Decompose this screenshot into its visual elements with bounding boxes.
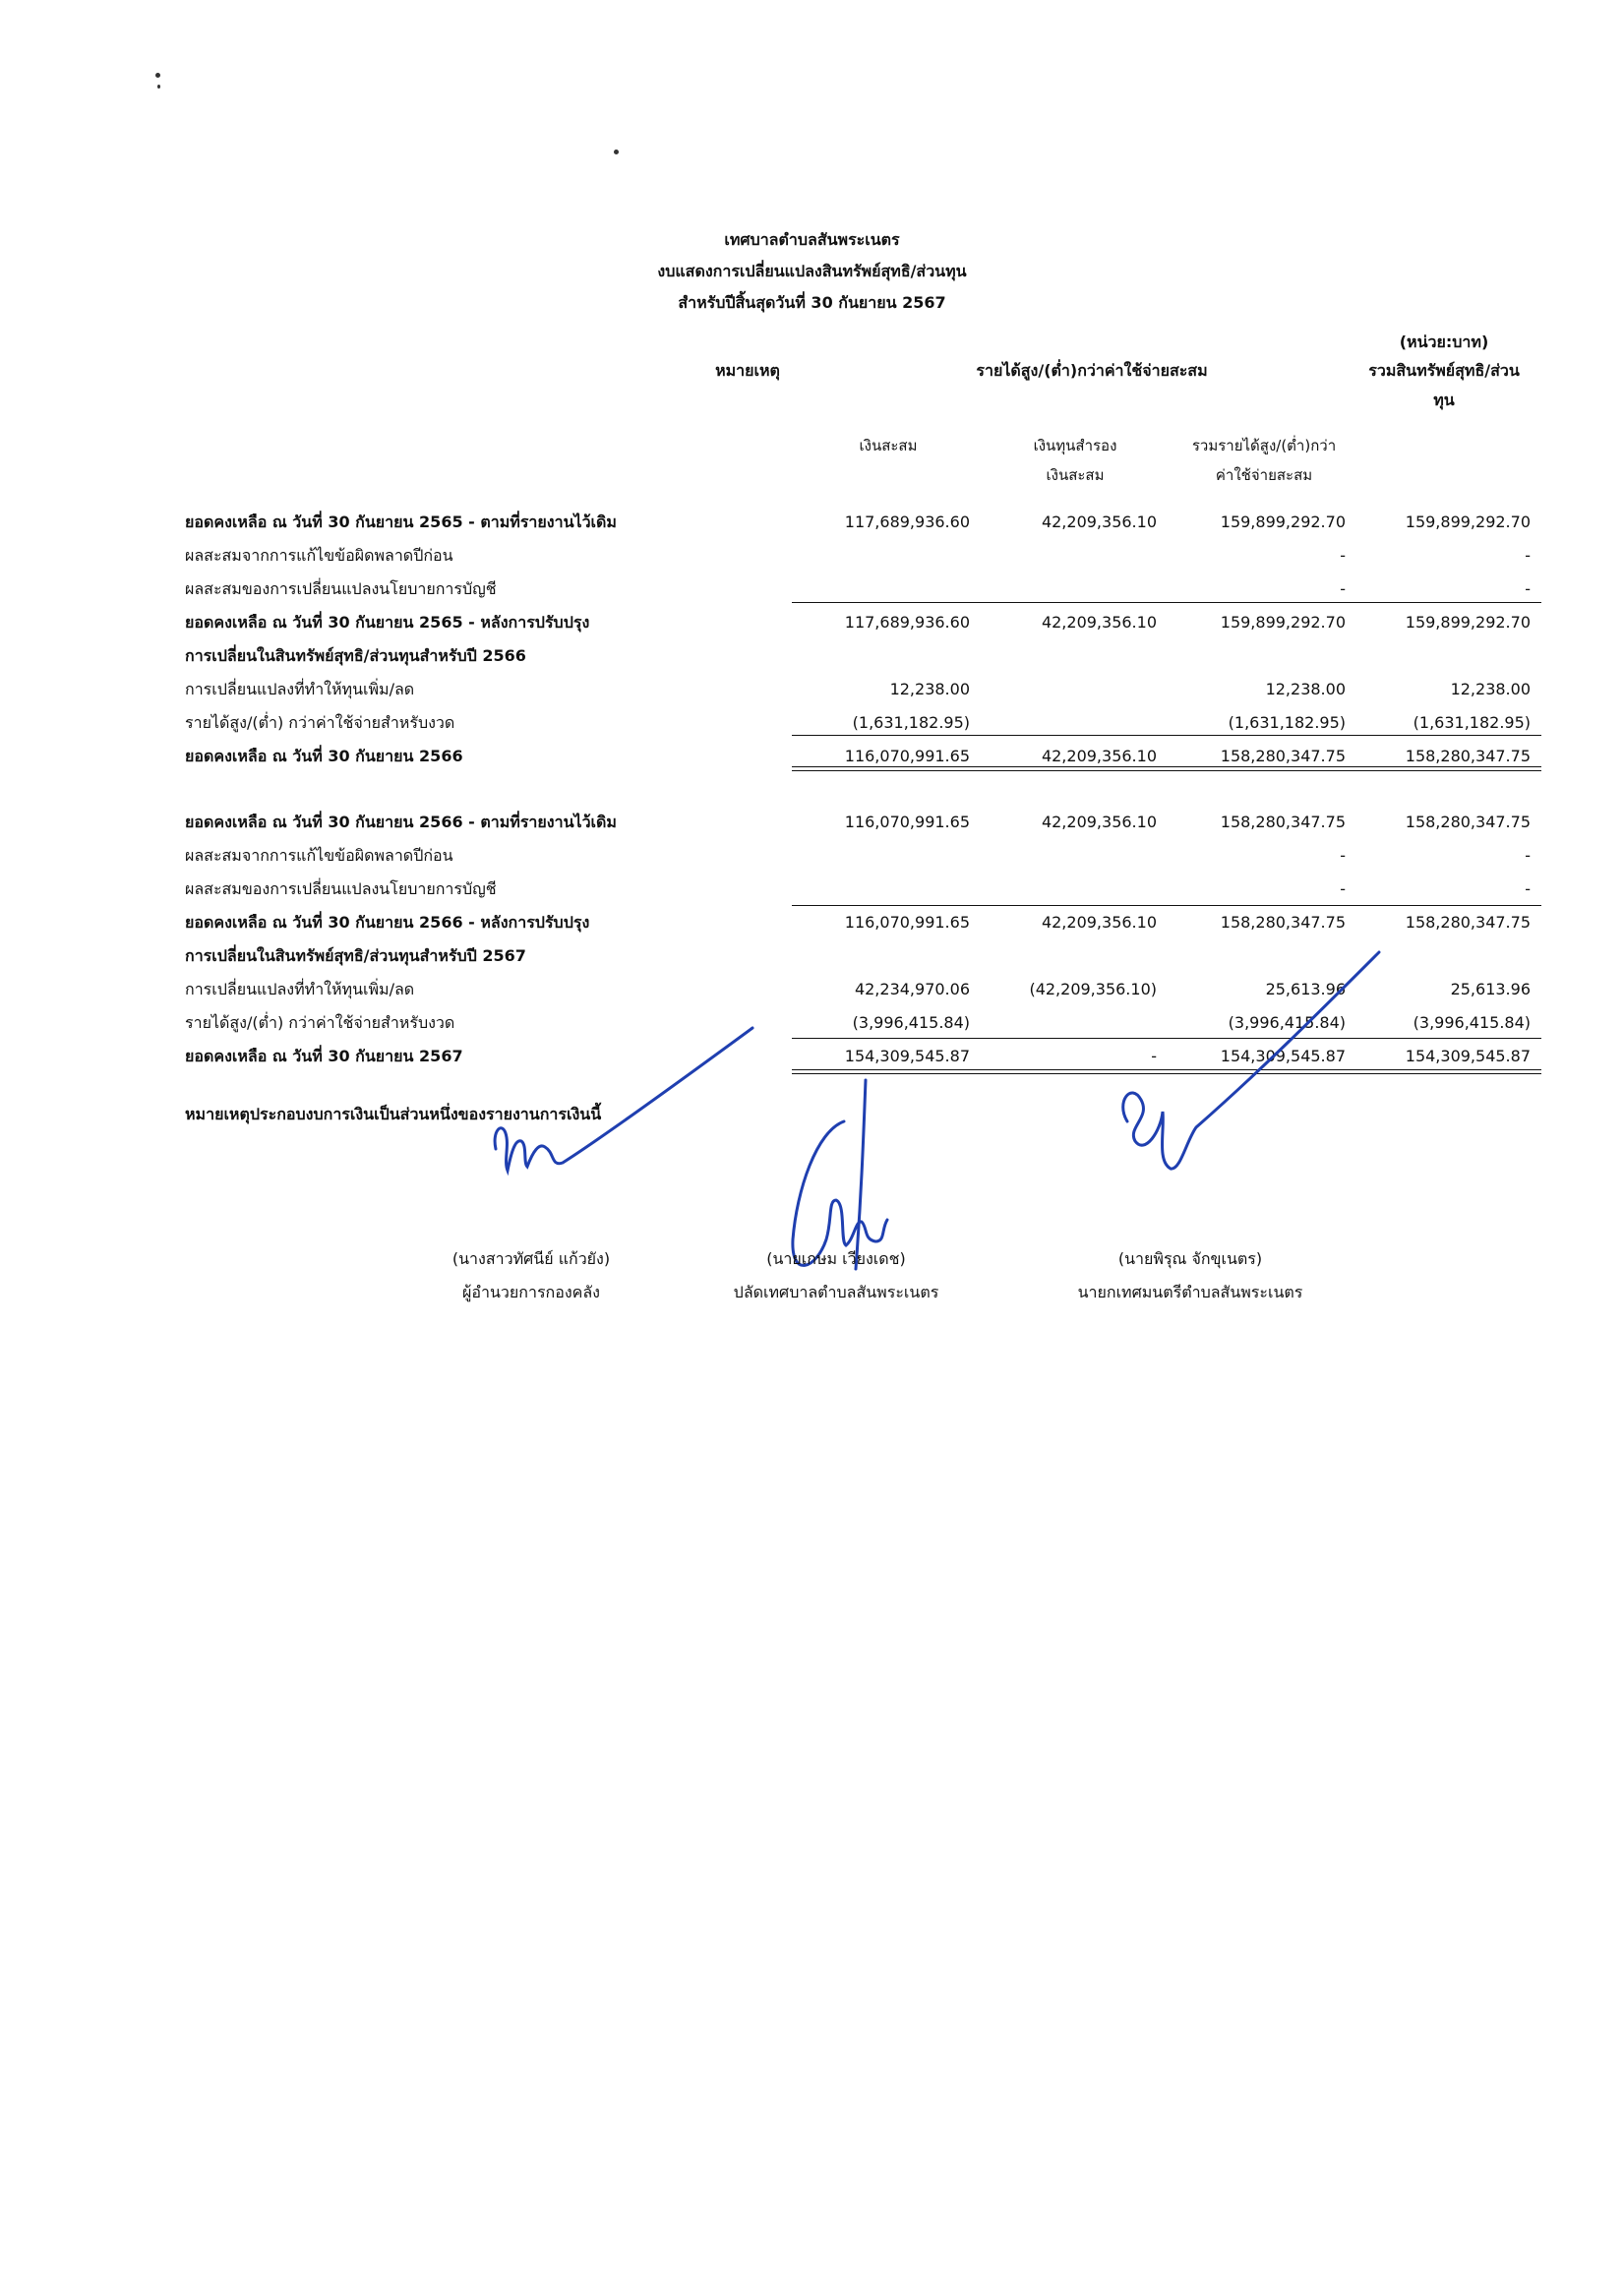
cell-c3: -	[1340, 879, 1346, 898]
col2-header-line1: เงินทุนสำรอง	[1033, 437, 1117, 454]
cell-c2: 42,209,356.10	[1041, 747, 1157, 765]
cell-c1: 154,309,545.87	[844, 1047, 970, 1065]
signatory-name: (นายพิรุณ จักขุเนตร)	[1117, 1249, 1263, 1268]
row-label: ยอดคงเหลือ ณ วันที่ 30 กันยายน 2566 - หลังการปรับปรุง	[185, 913, 590, 932]
cell-c4: 159,899,292.70	[1405, 513, 1531, 531]
note-column-header: หมายเหตุ	[715, 361, 780, 380]
subtotal-rule	[792, 602, 1541, 603]
subtotal-rule	[792, 735, 1541, 736]
cell-c3: 158,280,347.75	[1220, 913, 1346, 932]
cell-c4: -	[1525, 879, 1531, 898]
table-row	[0, 540, 1624, 572]
col2-header-line2: เงินสะสม	[1046, 466, 1105, 484]
row-label: ยอดคงเหลือ ณ วันที่ 30 กันยายน 2566	[185, 747, 463, 765]
cell-c3: 154,309,545.87	[1220, 1047, 1346, 1065]
cell-c3: 159,899,292.70	[1220, 513, 1346, 531]
signatory-position: ผู้อำนวยการกองคลัง	[462, 1283, 600, 1301]
row-label: ผลสะสมจากการแก้ไขข้อผิดพลาดปีก่อน	[185, 546, 453, 565]
col3-header	[1171, 431, 1357, 490]
total-column-header	[1357, 356, 1531, 415]
accumulated-group-header: รายได้สูง/(ต่ำ)กว่าค่าใช้จ่ายสะสม	[976, 361, 1208, 380]
table-row	[0, 874, 1624, 905]
cell-c4: -	[1525, 546, 1531, 565]
cell-c2: -	[1151, 1047, 1157, 1065]
cell-c4: 25,613.96	[1450, 980, 1531, 998]
org-name: เทศบาลตำบลสันพระเนตร	[724, 230, 900, 249]
cell-c3: 12,238.00	[1265, 680, 1346, 698]
signature-finance-director	[482, 1023, 797, 1180]
cell-c3: (3,996,415.84)	[1228, 1013, 1346, 1032]
cell-c4: 158,280,347.75	[1405, 747, 1531, 765]
cell-c4: -	[1525, 846, 1531, 865]
cell-c1: (3,996,415.84)	[852, 1013, 970, 1032]
row-label: ยอดคงเหลือ ณ วันที่ 30 กันยายน 2567	[185, 1047, 463, 1065]
scan-speck	[155, 73, 160, 78]
signatory-position: นายกเทศมนตรีตำบลสันพระเนตร	[1077, 1283, 1303, 1301]
table-row	[0, 574, 1624, 605]
row-label: ยอดคงเหลือ ณ วันที่ 30 กันยายน 2566 - ตามที่รายงานไว้เดิม	[185, 813, 617, 831]
table-row	[0, 507, 1624, 538]
col1-header: เงินสะสม	[859, 437, 918, 454]
cell-c3: 158,280,347.75	[1220, 813, 1346, 831]
cell-c3: 25,613.96	[1265, 980, 1346, 998]
cell-c3: (1,631,182.95)	[1228, 713, 1346, 732]
cell-c2: (42,209,356.10)	[1029, 980, 1157, 998]
signatory-name: (นายเกษม เวียงเดช)	[766, 1249, 906, 1268]
total-double-rule	[792, 766, 1541, 771]
table-row	[0, 907, 1624, 938]
signatory-mayor	[1043, 1242, 1338, 1309]
cell-c1: 116,070,991.65	[844, 747, 970, 765]
cell-c3: -	[1340, 846, 1346, 865]
row-label: การเปลี่ยนในสินทรัพย์สุทธิ/ส่วนทุนสำหรับปี 2567	[185, 946, 526, 965]
row-label: รายได้สูง/(ต่ำ) กว่าค่าใช้จ่ายสำหรับงวด	[185, 1013, 455, 1032]
row-label: รายได้สูง/(ต่ำ) กว่าค่าใช้จ่ายสำหรับงวด	[185, 713, 455, 732]
row-label: ผลสะสมของการเปลี่ยนแปลงนโยบายการบัญชี	[185, 879, 497, 898]
cell-c4: 158,280,347.75	[1405, 913, 1531, 932]
cell-c3: 158,280,347.75	[1220, 747, 1346, 765]
table-row	[0, 807, 1624, 838]
cell-c2: 42,209,356.10	[1041, 813, 1157, 831]
table-row	[0, 840, 1624, 872]
signatory-name: (นางสาวทัศนีย์ แก้วยัง)	[451, 1249, 611, 1268]
cell-c1: 116,070,991.65	[844, 913, 970, 932]
row-label: การเปลี่ยนในสินทรัพย์สุทธิ/ส่วนทุนสำหรับปี 2566	[185, 646, 526, 665]
document-title	[0, 224, 1624, 319]
total-column-header-line1: รวมสินทรัพย์สุทธิ/ส่วน	[1368, 361, 1520, 380]
col3-header-line1: รวมรายได้สูง/(ต่ำ)กว่า	[1191, 437, 1337, 454]
subtotal-rule	[792, 905, 1541, 906]
table-row	[0, 640, 1624, 672]
table-row	[0, 674, 1624, 705]
footnote: หมายเหตุประกอบงบการเงินเป็นส่วนหนึ่งของรายงานการเงินนี้	[185, 1105, 602, 1123]
cell-c4: 159,899,292.70	[1405, 613, 1531, 632]
cell-c4: 154,309,545.87	[1405, 1047, 1531, 1065]
cell-c1: 117,689,936.60	[844, 513, 970, 531]
cell-c1: 42,234,970.06	[854, 980, 970, 998]
cell-c2: 42,209,356.10	[1041, 913, 1157, 932]
cell-c2: 42,209,356.10	[1041, 513, 1157, 531]
cell-c3: 159,899,292.70	[1220, 613, 1346, 632]
row-label: การเปลี่ยนแปลงที่ทำให้ทุนเพิ่ม/ลด	[185, 980, 415, 998]
cell-c1: 12,238.00	[889, 680, 970, 698]
cell-c4: (3,996,415.84)	[1413, 1013, 1531, 1032]
cell-c4: 12,238.00	[1450, 680, 1531, 698]
row-label: การเปลี่ยนแปลงที่ทำให้ทุนเพิ่ม/ลด	[185, 680, 415, 698]
total-column-header-line2: ทุน	[1433, 391, 1455, 409]
statement-name: งบแสดงการเปลี่ยนแปลงสินทรัพย์สุทธิ/ส่วนทุน	[657, 262, 967, 280]
row-label: ผลสะสมจากการแก้ไขข้อผิดพลาดปีก่อน	[185, 846, 453, 865]
cell-c1: 116,070,991.65	[844, 813, 970, 831]
cell-c4: -	[1525, 579, 1531, 598]
period: สำหรับปีสิ้นสุดวันที่ 30 กันยายน 2567	[678, 293, 946, 312]
signatory-finance-director	[413, 1242, 649, 1309]
signatory-municipal-clerk	[689, 1242, 984, 1309]
col3-header-line2: ค่าใช้จ่ายสะสม	[1215, 466, 1313, 484]
cell-c4: 158,280,347.75	[1405, 813, 1531, 831]
col2-header	[993, 431, 1157, 490]
row-label: ยอดคงเหลือ ณ วันที่ 30 กันยายน 2565 - หลังการปรับปรุง	[185, 613, 590, 632]
cell-c4: (1,631,182.95)	[1413, 713, 1531, 732]
unit-label: (หน่วย:บาท)	[1399, 332, 1489, 351]
row-label: ผลสะสมของการเปลี่ยนแปลงนโยบายการบัญชี	[185, 579, 497, 598]
cell-c3: -	[1340, 579, 1346, 598]
scan-speck	[614, 150, 619, 154]
cell-c1: (1,631,182.95)	[852, 713, 970, 732]
signatory-position: ปลัดเทศบาลตำบลสันพระเนตร	[733, 1283, 939, 1301]
signature-mayor	[1102, 944, 1397, 1200]
row-label: ยอดคงเหลือ ณ วันที่ 30 กันยายน 2565 - ตามที่รายงานไว้เดิม	[185, 513, 617, 531]
scan-speck	[157, 85, 160, 89]
cell-c1: 117,689,936.60	[844, 613, 970, 632]
table-row	[0, 607, 1624, 638]
cell-c2: 42,209,356.10	[1041, 613, 1157, 632]
cell-c3: -	[1340, 546, 1346, 565]
